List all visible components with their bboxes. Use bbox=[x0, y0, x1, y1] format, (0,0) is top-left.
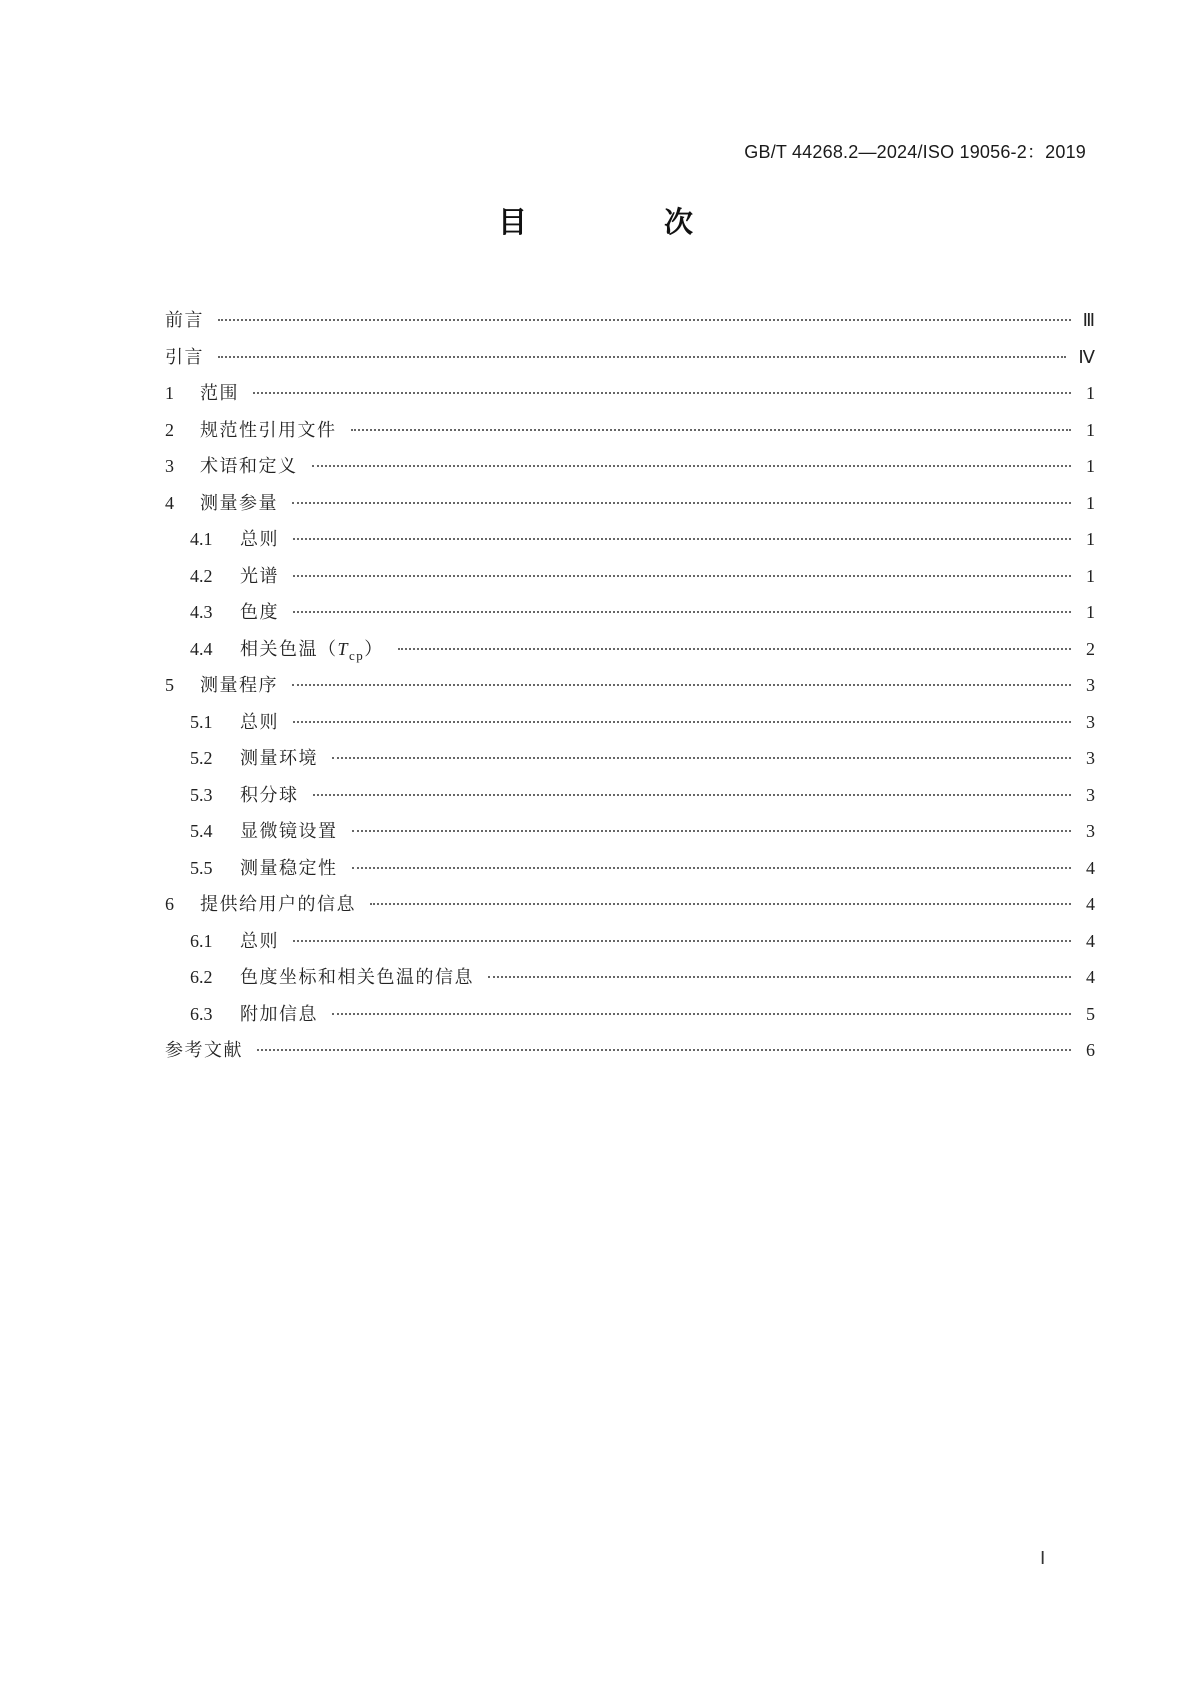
toc-entry-subscript: cp bbox=[349, 647, 365, 663]
toc-entry-title: 引言 bbox=[165, 346, 204, 368]
toc-entry-number: 1 bbox=[165, 383, 174, 403]
toc-dot-leader bbox=[332, 757, 1071, 759]
toc-entry[interactable] bbox=[165, 594, 1095, 631]
toc-dot-leader bbox=[488, 976, 1071, 978]
toc-dot-leader bbox=[293, 721, 1071, 723]
toc-entry-title: 规范性引用文件 bbox=[200, 419, 337, 441]
toc-dot-leader bbox=[253, 392, 1071, 394]
toc-entry-title: 术语和定义 bbox=[200, 456, 298, 477]
toc-entry[interactable] bbox=[165, 813, 1095, 850]
toc-entry-number: 2 bbox=[165, 419, 174, 440]
toc-entry-number: 4.4 bbox=[190, 638, 213, 659]
toc-entry-number: 5.1 bbox=[190, 711, 213, 732]
toc-entry-page: 3 bbox=[1086, 748, 1095, 768]
toc-entry-title: 总则 bbox=[240, 711, 279, 733]
toc-entry-page: 1 bbox=[1086, 602, 1095, 622]
toc-entry-title: 积分球 bbox=[240, 784, 299, 806]
toc-entry-title: 范围 bbox=[200, 383, 239, 404]
toc-entry-title: 总则 bbox=[240, 930, 279, 952]
toc-dot-leader bbox=[293, 611, 1071, 613]
toc-entry-number: 3 bbox=[165, 456, 174, 476]
toc-entry-page: 3 bbox=[1086, 821, 1095, 841]
toc-entry-page: 4 bbox=[1086, 967, 1095, 987]
toc-entry-title: 提供给用户的信息 bbox=[200, 894, 356, 915]
toc-entry-page: Ⅳ bbox=[1078, 346, 1095, 367]
toc-entry-page: 1 bbox=[1086, 565, 1095, 586]
toc-entry-title: 色度坐标和相关色温的信息 bbox=[240, 967, 474, 988]
toc-entry-title: 参考文献 bbox=[165, 1040, 243, 1061]
toc-entry-title: 总则 bbox=[240, 529, 279, 550]
toc-entry[interactable] bbox=[165, 996, 1095, 1033]
toc-entry-number: 5.4 bbox=[190, 821, 213, 841]
toc-entry-page: 4 bbox=[1086, 894, 1095, 914]
toc-dot-leader bbox=[257, 1049, 1071, 1051]
toc-entry-title-text-after: ） bbox=[364, 638, 384, 660]
toc-title: 目 次 bbox=[497, 205, 747, 239]
toc-entry-page: 3 bbox=[1086, 784, 1095, 805]
toc-entry[interactable] bbox=[165, 850, 1095, 887]
toc-dot-leader bbox=[293, 538, 1071, 540]
toc-dot-leader bbox=[218, 319, 1071, 321]
toc-entry-page: 2 bbox=[1086, 638, 1095, 659]
toc-dot-leader bbox=[218, 356, 1066, 358]
toc-entry-title: 测量稳定性 bbox=[240, 857, 338, 879]
toc-entry-page: 1 bbox=[1086, 419, 1095, 440]
toc-entry-title: 测量参量 bbox=[200, 492, 278, 514]
toc-entry-number: 4 bbox=[165, 492, 174, 513]
toc-entry-symbol: T bbox=[337, 638, 350, 659]
toc-entry[interactable] bbox=[165, 485, 1095, 522]
toc-entry-number: 6.1 bbox=[190, 930, 213, 951]
toc-entry-title: 前言 bbox=[165, 310, 204, 331]
toc-dot-leader bbox=[352, 867, 1072, 869]
toc-entry-number: 4.2 bbox=[190, 565, 213, 586]
toc-entry-title: 显微镜设置 bbox=[240, 821, 338, 842]
page-number: Ⅰ bbox=[1040, 1548, 1046, 1568]
standard-code-header: GB/T 44268.2—2024/ISO 19056-2：2019 bbox=[744, 142, 1086, 162]
toc-dot-leader bbox=[370, 903, 1071, 905]
toc-entry[interactable] bbox=[165, 631, 1095, 668]
toc-dot-leader bbox=[313, 794, 1072, 796]
toc-entry[interactable] bbox=[165, 923, 1095, 960]
toc-entry-page: 3 bbox=[1086, 675, 1095, 695]
toc-entry[interactable] bbox=[165, 521, 1095, 558]
toc-entry[interactable] bbox=[165, 886, 1095, 923]
toc-entry[interactable] bbox=[165, 339, 1095, 376]
toc-entry-page: 1 bbox=[1086, 529, 1095, 549]
toc-entry[interactable] bbox=[165, 448, 1095, 485]
toc-entry-number: 6.2 bbox=[190, 967, 213, 987]
toc-entry[interactable] bbox=[165, 1032, 1095, 1069]
toc-dot-leader bbox=[292, 502, 1071, 504]
table-of-contents bbox=[165, 302, 1095, 1069]
toc-entry-title: 测量环境 bbox=[240, 748, 318, 769]
toc-entry-page: 1 bbox=[1086, 383, 1095, 403]
toc-dot-leader bbox=[312, 465, 1072, 467]
toc-entry[interactable] bbox=[165, 959, 1095, 996]
toc-entry-title: 色度 bbox=[240, 602, 279, 623]
toc-entry-title: 附加信息 bbox=[240, 1003, 318, 1025]
toc-dot-leader bbox=[292, 684, 1071, 686]
toc-dot-leader bbox=[351, 429, 1072, 431]
toc-entry-title: 光谱 bbox=[240, 565, 279, 587]
toc-entry-title-text: 相关色温（ bbox=[240, 638, 338, 660]
toc-entry[interactable] bbox=[165, 412, 1095, 449]
toc-dot-leader bbox=[332, 1013, 1071, 1015]
toc-entry[interactable] bbox=[165, 704, 1095, 741]
toc-dot-leader bbox=[293, 940, 1071, 942]
toc-entry-page: 4 bbox=[1086, 930, 1095, 951]
toc-entry[interactable] bbox=[165, 375, 1095, 412]
toc-entry[interactable] bbox=[165, 777, 1095, 814]
toc-entry-number: 6 bbox=[165, 894, 174, 914]
toc-entry[interactable] bbox=[165, 558, 1095, 595]
toc-entry-page: 1 bbox=[1086, 456, 1095, 476]
toc-entry-title: 测量程序 bbox=[200, 675, 278, 696]
toc-entry-page: 3 bbox=[1086, 711, 1095, 732]
toc-entry[interactable] bbox=[165, 302, 1095, 339]
toc-entry-page: 1 bbox=[1086, 492, 1095, 513]
toc-entry-page: 4 bbox=[1086, 857, 1095, 878]
toc-dot-leader bbox=[293, 575, 1071, 577]
toc-dot-leader bbox=[398, 648, 1071, 650]
toc-entry-number: 4.3 bbox=[190, 602, 213, 622]
toc-entry-number: 5.5 bbox=[190, 857, 213, 878]
toc-entry-number: 5.3 bbox=[190, 784, 213, 805]
toc-entry-page: 5 bbox=[1086, 1003, 1095, 1024]
toc-dot-leader bbox=[352, 830, 1072, 832]
toc-entry-number: 5.2 bbox=[190, 748, 213, 768]
toc-entry-page: 6 bbox=[1086, 1040, 1095, 1060]
toc-entry-number: 4.1 bbox=[190, 529, 213, 549]
toc-entry-number: 6.3 bbox=[190, 1003, 213, 1024]
toc-entry[interactable] bbox=[165, 740, 1095, 777]
toc-entry-page: Ⅲ bbox=[1082, 310, 1095, 330]
toc-entry-number: 5 bbox=[165, 675, 174, 695]
